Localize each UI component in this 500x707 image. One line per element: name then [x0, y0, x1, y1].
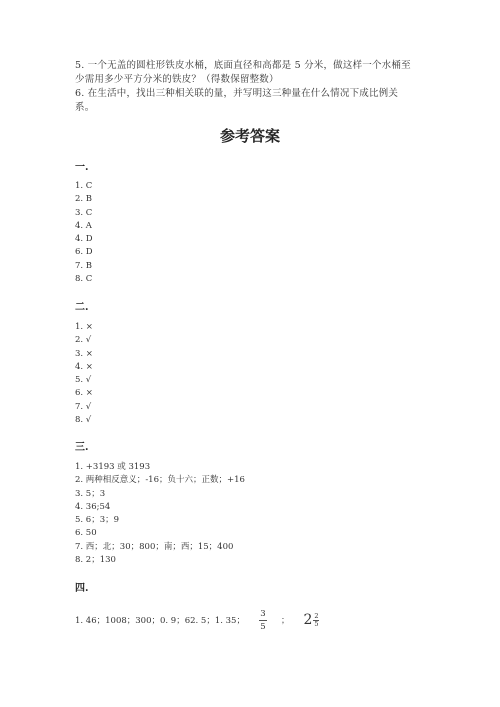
section-2-answers [75, 321, 93, 427]
question-6-line-2: 系。 [75, 102, 95, 113]
fraction-denominator: 5 [314, 619, 319, 628]
answer-item: 2. 两种相反意义；-16；负十六；正数；+16 [75, 475, 245, 486]
fraction-numerator: 2 [314, 611, 319, 620]
question-5-line-1: 5. 一个无盖的圆柱形铁皮水桶，底面直径和高都是 5 分米，做这样一个水桶至 [75, 60, 411, 71]
fraction-denominator: 5 [260, 621, 266, 632]
answer-item: 4. 36;54 [75, 501, 111, 512]
answer-item: 1. +3193 或 3193 [75, 462, 151, 472]
section-2-heading: 二. [75, 302, 89, 313]
question-6-line-1: 6. 在生活中，找出三种相关联的量，并写明这三种量在什么情况下成比例关 [75, 88, 399, 99]
section-4-answer-line [75, 606, 319, 634]
section-4-answer-prefix: 1. 46；1008；300；0. 9；62. 5；1. 35； [75, 616, 245, 626]
answer-item: 3. C [75, 207, 93, 218]
answer-item: 7. √ [75, 401, 92, 412]
answer-item: 2. B [75, 194, 93, 205]
answer-item: 1. C [75, 181, 93, 191]
mixed-number-whole: 2 [303, 612, 313, 628]
answer-item: 7. B [75, 260, 93, 271]
section-4-heading: 四. [75, 583, 89, 594]
answer-item: 1. × [75, 322, 93, 332]
answer-item: 7. 西；北；30；800；南；西；15；400 [75, 541, 234, 552]
section-3-heading: 三. [75, 442, 89, 453]
section-1-answers [75, 180, 93, 286]
answer-item: 8. 2；130 [75, 555, 116, 566]
answer-item: 3. 5；3 [75, 488, 106, 499]
answer-item: 6. D [75, 247, 93, 258]
section-1-heading: 一. [75, 162, 89, 173]
answer-item: 6. 50 [75, 528, 97, 539]
answer-title: 参考答案 [219, 127, 280, 145]
separator: ； [280, 616, 290, 626]
answer-item: 4. D [75, 234, 93, 245]
section-3-answers [75, 461, 245, 567]
answer-item: 5. 6；3；9 [75, 515, 120, 526]
answer-item: 4. A [75, 220, 92, 231]
fraction-bar [259, 620, 267, 621]
answer-item: 3. × [75, 348, 93, 359]
mixed-number-fraction [313, 613, 319, 628]
fraction-numerator: 3 [260, 608, 266, 619]
answer-item: 4. × [75, 361, 93, 372]
answer-item: 8. C [75, 274, 93, 285]
fraction-three-fifths [259, 609, 267, 632]
answer-item: 2. √ [75, 335, 92, 346]
answer-item: 6. × [75, 388, 93, 399]
answer-item: 5. √ [75, 375, 92, 386]
question-5-line-2: 少需用多少平方分米的铁皮？（得数保留整数） [75, 74, 279, 85]
answer-item: 8. √ [75, 415, 92, 426]
